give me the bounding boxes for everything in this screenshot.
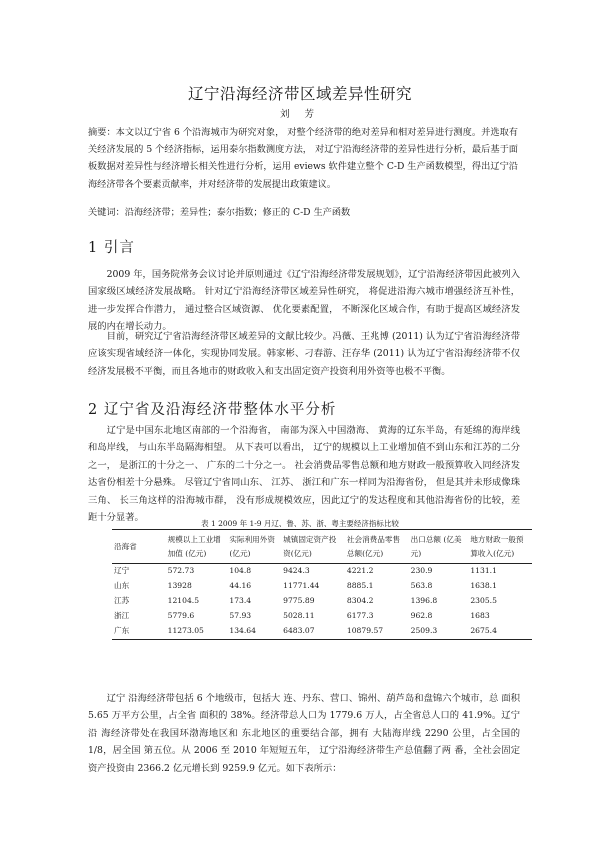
table-cell: 1683 <box>470 610 490 620</box>
table-cell: 8304.2 <box>346 595 374 605</box>
indicator-table <box>112 529 532 640</box>
table-cell: 山东 <box>114 580 130 590</box>
keywords: 关键词：沿海经济带；差异性；泰尔指数；修正的 C-D 生产函数 <box>88 207 351 218</box>
intro-paragraph-2: 目前，研究辽宁省沿海经济带区域差异的文献比较少。冯薇、王兆博 (2011) 认为辽宁省沿海经济带应该实现省域经济一体化，实现协同发展。韩家彬、刁春游、汪存华 (2011) 认为辽宁省沿海经济带不仅经济发展极不平衡，而且各地市的财政收入和支出固定资产投资利用外资等也极不平衡。 <box>88 331 520 377</box>
table-cell: 6177.3 <box>346 610 374 620</box>
table-cell: 11273.05 <box>167 625 204 635</box>
col-header-export: 出口总额 (亿美元) <box>410 535 462 558</box>
table-cell: 5779.6 <box>167 610 195 620</box>
table-cell: 10879.57 <box>346 625 384 635</box>
table-row <box>112 594 532 609</box>
table-cell: 134.64 <box>229 625 256 635</box>
col-header-industry: 规模以上工业增加值 (亿元) <box>167 535 221 558</box>
table-cell: 104.8 <box>229 566 252 575</box>
table-cell: 4221.2 <box>346 566 374 575</box>
paper-title: 辽宁沿海经济带区域差异性研究 <box>187 85 412 103</box>
table-cell: 11771.44 <box>283 580 320 590</box>
table-cell: 230.9 <box>410 566 433 575</box>
col-header-fdi: 实际利用外资(亿元) <box>229 535 275 558</box>
table-row <box>112 624 532 639</box>
table-cell: 8885.1 <box>346 580 374 590</box>
table-cell: 44.16 <box>229 580 252 590</box>
table-cell: 1396.8 <box>410 595 438 605</box>
col-header-province: 沿海省 <box>114 541 137 551</box>
table-cell: 13928 <box>167 580 192 590</box>
section-heading-overview: 2 辽宁省及沿海经济带整体水平分析 <box>88 402 337 418</box>
table-cell: 浙江 <box>114 610 130 620</box>
table-cell: 962.8 <box>410 610 433 620</box>
table-cell: 9775.89 <box>283 595 315 605</box>
paper-author: 刘 芳 <box>279 109 321 120</box>
table-cell: 江苏 <box>114 595 130 605</box>
table-row <box>112 579 532 594</box>
table-cell: 12104.5 <box>167 595 200 605</box>
col-header-retail: 社会消费品零售总额(亿元) <box>346 535 401 558</box>
table-cell: 2305.5 <box>470 595 497 605</box>
table-cell: 广东 <box>114 625 130 635</box>
section-heading-intro: 1 引言 <box>88 240 135 256</box>
table-cell: 6483.07 <box>283 625 315 635</box>
col-header-investment: 城镇固定资产投资(亿元) <box>283 535 337 558</box>
table-cell: 2675.4 <box>470 625 497 635</box>
overview-paragraph-2: 辽宁 沿海经济带包括 6 个地级市，包括大 连、丹东、营口、锦州、葫芦岛和盘锦六个城市，总 面积 5.65 万平方公里，占全省 面积的 38%。经济带总人口为 1779.6 万人，占全省总人口的 41.9%。辽宁沿 海经济带处在我国环渤海地区和 东北地区的重要结合部，拥有 大陆海岸线 2290 公里，占全国的 1/8，居全国 第五位。从 2006 至 2010 年短短五年， 辽宁沿海经济带生产总值翻了两 番，全社会固定资产投资由 2366.2 亿元增长到 9259.9 亿元。如下表所示： <box>88 693 520 774</box>
table-cell: 5028.11 <box>283 610 315 620</box>
table-cell: 563.8 <box>410 580 433 590</box>
table-row <box>112 564 532 579</box>
overview-paragraph-1: 辽宁是中国东北地区南部的一个沿海省， 南部为深入中国渤海、 黄海的辽东半岛，有延绵的海岸线和岛岸线， 与山东半岛隔海相望。 从下表可以看出， 辽宁的规模以上工业增加值不到山东和江苏的二分之一， 是浙江的十分之一、 广东的二十分之一。 社会消费品零售总额和地方财政一般预算收入同经济发达省份相差十分悬殊。 尽管辽宁省同山东、 江苏、 浙江和广东一样同为沿海省份， 但是其并未形成像珠三角、 长三角这样的沿海城市群， 没有形成规模效应，因此辽宁的发达程度和其他沿海省份的比较，差距十分显著。 <box>88 425 520 524</box>
abstract: 摘要：本文以辽宁省 6 个沿海城市为研究对象， 对整个经济带的绝对差异和相对差异进行测度。并选取有关经济发展的 5 个经济指标，运用泰尔指数测度方法， 对辽宁沿海经济带的差异性进行分析，最后基于面板数据对差异性与经济增长相关性进行分析，运用 eviews 软件建立整个 C-D 生产函数模型，得出辽宁沿海经济带各个要素贡献率，并对经济带的发展提出政策建议。 <box>88 127 518 190</box>
table-cell: 57.93 <box>229 610 252 620</box>
table-cell: 辽宁 <box>114 566 130 575</box>
table-cell: 572.73 <box>167 566 195 575</box>
table-row <box>112 609 532 624</box>
table-cell: 1638.1 <box>470 580 497 590</box>
intro-paragraph-1: 2009 年，国务院常务会议讨论并原则通过《辽宁沿海经济带发展规划》，辽宁沿海经济带因此被列入国家级区域经济发展战略。 针对辽宁沿海经济带区域差异性研究， 将促进沿海六城市增强经济互补性， 进一步发挥合作潜力， 通过整合区域资源、 优化要素配置， 不断深化区域合作，有助于提高区域经济发展的内在增长动力。 <box>88 269 520 333</box>
table-cell: 9424.3 <box>283 566 310 575</box>
table-caption: 表 1 2009 年 1-9 月辽、鲁、苏、浙、粤主要经济指标比较 <box>201 519 399 528</box>
table-cell: 1131.1 <box>470 566 497 575</box>
table-cell: 2509.3 <box>410 625 438 635</box>
table-header-row <box>112 530 532 564</box>
col-header-revenue: 地方财政一般预算收入(亿元) <box>470 535 524 558</box>
table-cell: 173.4 <box>229 595 252 605</box>
